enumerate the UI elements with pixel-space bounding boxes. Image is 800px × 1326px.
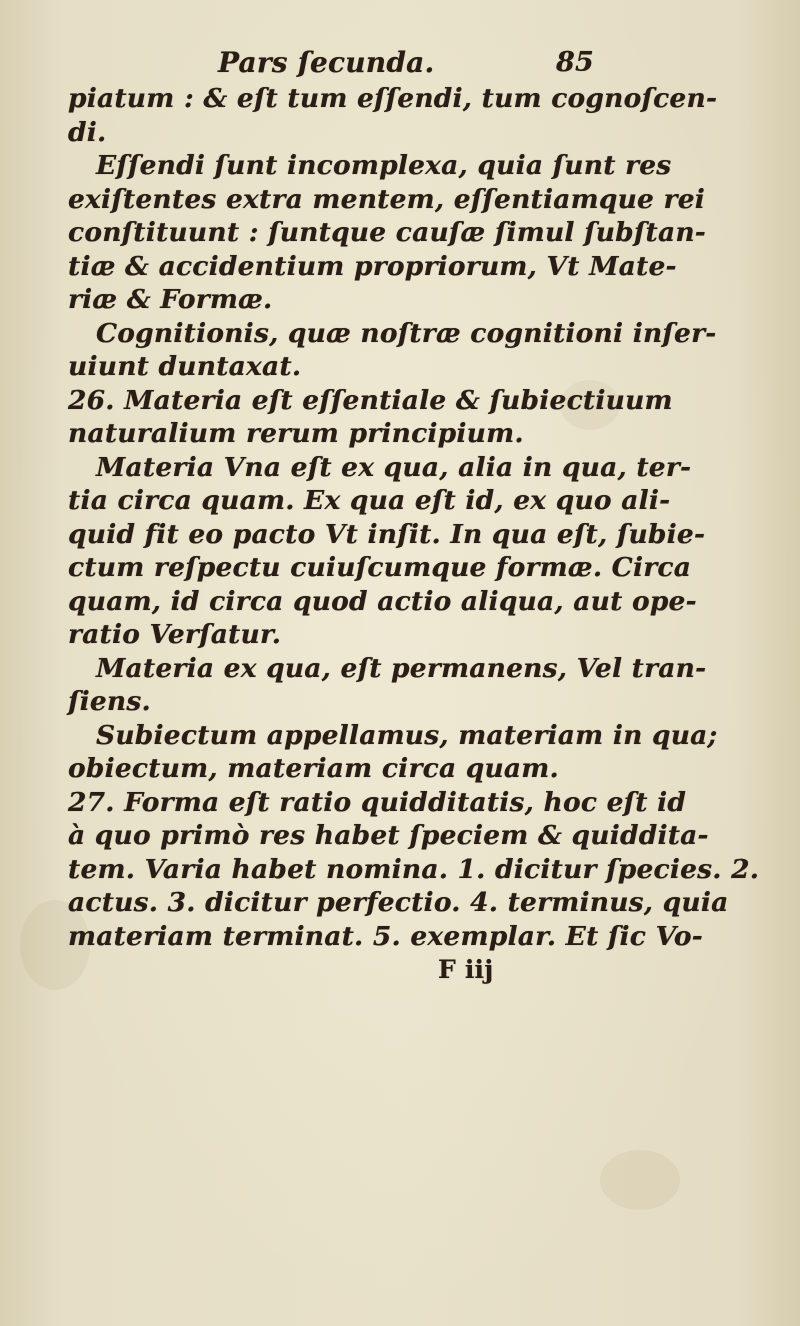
running-header: [68, 30, 608, 82]
text-line: 26. Materia eſt eſſentiale & ſubiectiuum: [68, 384, 673, 416]
text-line: quid fit eo pacto Vt inſit. In qua eſt, ſubie-: [68, 518, 706, 550]
text-line: ratio Verſatur.: [68, 619, 282, 650]
text-line: Cognitionis, quæ noſtræ cognitioni inſer-: [96, 317, 717, 349]
text-line: Materia Vna eſt ex qua, alia in qua, ter-: [96, 451, 692, 483]
text-line: 27. Forma eſt ratio quidditatis, hoc eſt id: [68, 786, 687, 818]
text-line: Eſſendi ſunt incomplexa, quia ſunt res: [96, 150, 672, 181]
text-line: à quo primò res habet ſpeciem & quiddita-: [68, 820, 709, 851]
text-line: conſtituunt : ſuntque cauſæ ſimul ſubſtan-: [68, 217, 706, 248]
signature-mark: F iij: [438, 955, 494, 984]
text-line: materiam terminat. 5. exemplar. Et ſic Vo-: [68, 920, 703, 952]
page-text: [68, 30, 760, 987]
text-line: ſiens.: [68, 686, 151, 717]
text-line: exiſtentes extra mentem, eſſentiamque rei: [68, 183, 706, 215]
text-line: riæ & Formæ.: [68, 284, 273, 315]
text-line: tiæ & accidentium propriorum, Vt Mate-: [68, 250, 677, 282]
text-line: tia circa quam. Ex qua eſt id, ex quo ali-: [68, 485, 671, 516]
running-title: Pars ſecunda.: [218, 46, 435, 79]
text-line: Materia ex qua, eſt permanens, Vel tran-: [96, 652, 707, 684]
text-line: ctum reſpectu cuiuſcumque formæ. Circa: [68, 552, 692, 583]
text-line: actus. 3. dicitur perfectio. 4. terminus, quia: [68, 887, 729, 918]
paper-stain: [600, 1150, 680, 1210]
text-line: piatum : & eſt tum eſſendi, tum cognoſcen-: [68, 83, 718, 114]
text-line: Subiectum appellamus, materiam in qua;: [96, 719, 718, 751]
text-line: quam, id circa quod actio aliqua, aut ope-: [68, 585, 697, 617]
text-line: obiectum, materiam circa quam.: [68, 753, 559, 784]
text-line: naturalium rerum principium.: [68, 418, 524, 449]
text-line: uiunt duntaxat.: [68, 351, 302, 382]
page-number: 85: [556, 47, 594, 78]
text-line: tem. Varia habet nomina. 1. dicitur ſpecies. 2.: [68, 853, 760, 885]
text-line: di.: [68, 116, 107, 148]
